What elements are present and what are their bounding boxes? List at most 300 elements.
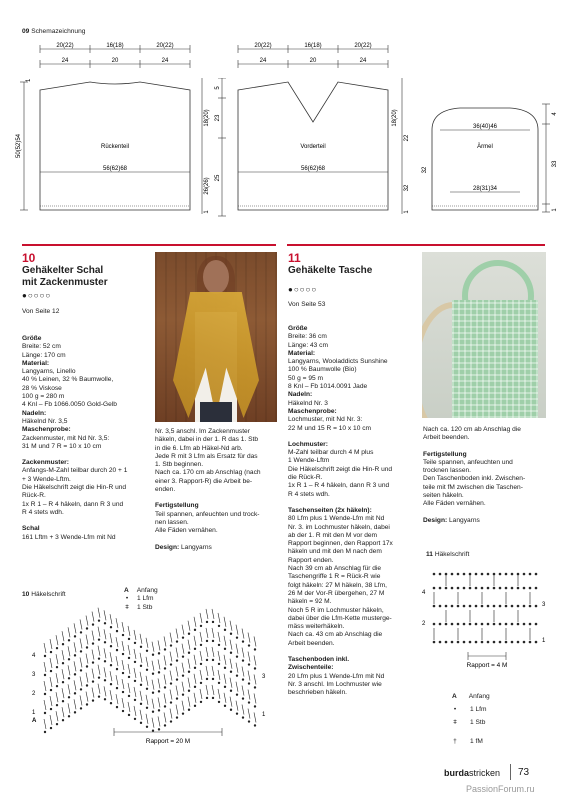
back-right-dim-2: 26(26) <box>204 177 210 195</box>
chain-mark <box>74 654 76 656</box>
body-line: Nr. 3 anschl. Im Lochmuster wie <box>288 680 382 688</box>
chain-mark <box>248 664 250 666</box>
stitch-mark <box>74 699 76 709</box>
chain-mark <box>463 641 465 643</box>
stitch-mark <box>146 638 148 648</box>
double-crochet-icon: ǂ <box>453 719 457 726</box>
chain-mark <box>92 643 94 645</box>
back-sub-dim-1: 24 <box>61 58 69 64</box>
stitch-mark <box>206 666 208 676</box>
chain-mark <box>451 573 453 575</box>
sleeve-top-width: 36(40)46 <box>472 124 498 130</box>
stitch-mark <box>56 711 58 721</box>
body-line: häkeln = 92 M. <box>288 598 332 606</box>
article10-rule <box>22 244 276 246</box>
chain-mark <box>475 641 477 643</box>
chain-mark <box>212 659 214 661</box>
chain-mark <box>535 573 537 575</box>
chain-mark <box>481 587 483 589</box>
chain-mark <box>86 704 88 706</box>
section-heading: Taschenseiten (2x häkeln): <box>288 506 372 514</box>
chain-mark <box>140 722 142 724</box>
chain-mark <box>176 698 178 700</box>
chain-mark <box>463 623 465 625</box>
body-line: 100 % Baumwolle (Bio) <box>288 366 357 374</box>
sleeve-label: Ärmel <box>477 144 493 150</box>
body-line: teile mit fM zwischen die Taschen- <box>423 483 523 491</box>
body-line: 161 Lftm + 3 Wende-Lfm mit Nd <box>22 533 116 541</box>
sleeve-bottom-width: 28(31)34 <box>472 186 498 192</box>
stitch-mark <box>86 654 88 664</box>
stitch-mark <box>110 690 112 700</box>
stitch-mark <box>62 688 64 698</box>
body-line: Taschengriffe 1 R = Rück-R wie <box>288 573 381 581</box>
stitch-mark <box>254 655 256 665</box>
chain-mark <box>248 721 250 723</box>
chain-mark <box>194 705 196 707</box>
body-line: 1. Stb beginnen. <box>155 461 204 469</box>
chain-mark <box>122 691 124 693</box>
chain-mark <box>116 687 118 689</box>
stitch-mark <box>50 696 52 706</box>
chain-mark <box>469 641 471 643</box>
stitch-mark <box>194 693 196 703</box>
stitch-mark <box>206 685 208 695</box>
chain-mark <box>212 621 214 623</box>
footer-brand <box>444 768 500 778</box>
body-line: mäss weiterhäkeln. <box>288 623 345 631</box>
chain-mark <box>469 623 471 625</box>
front-width: 56(62)68 <box>300 166 326 172</box>
stitch-mark <box>200 632 202 642</box>
chart11-title <box>426 551 469 559</box>
chain-mark <box>212 697 214 699</box>
design-value: Langyarns <box>179 543 212 551</box>
body-line: Lochmuster, mit Nd Nr. 3: <box>288 416 363 424</box>
stitch-mark <box>206 647 208 657</box>
stitch-mark <box>68 646 70 656</box>
chain-mark <box>254 649 256 651</box>
chain-mark <box>146 669 148 671</box>
footer-brand-bold: burda <box>444 768 470 778</box>
section-heading: Nadeln: <box>288 391 313 399</box>
stitch-mark <box>98 627 100 637</box>
chain-mark <box>493 623 495 625</box>
chain-mark <box>134 661 136 663</box>
stitch-mark <box>188 640 190 650</box>
chart11-title-num: 11 <box>426 551 433 558</box>
chain-mark <box>511 605 513 607</box>
chain-mark <box>92 681 94 683</box>
legend11-lfm: 1 Lfm <box>470 706 487 713</box>
section-heading: Größe <box>22 335 42 342</box>
chart11-rapport: Rapport = 4 M <box>466 662 508 669</box>
sleeve-left-dim: 32 <box>422 166 428 174</box>
chain-mark <box>146 650 148 652</box>
stitch-mark <box>230 678 232 688</box>
legend10-anfang: Anfang <box>136 587 158 594</box>
body-line: + 3 Wende-Lftm. <box>22 475 71 483</box>
stitch-mark <box>68 684 70 694</box>
chain-mark <box>529 641 531 643</box>
chain-mark <box>200 644 202 646</box>
back-width: 56(62)68 <box>102 166 128 172</box>
chain-mark <box>254 687 256 689</box>
stitch-mark <box>170 652 172 662</box>
spacer <box>288 499 420 507</box>
chain-mark <box>182 637 184 639</box>
chart10-title-num: 10 <box>22 591 30 598</box>
chain-mark <box>505 623 507 625</box>
article11-from: Von Seite 53 <box>288 301 326 308</box>
stitch-mark <box>92 688 94 698</box>
stitch-mark <box>116 694 118 704</box>
chain-mark <box>200 663 202 665</box>
back-mid-dim-2: 23 <box>215 114 221 122</box>
chain-mark <box>86 647 88 649</box>
stitch-mark <box>164 674 166 684</box>
sleeve-right-dim-1: 4 <box>552 112 558 116</box>
chain-mark <box>164 687 166 689</box>
chart10-title <box>22 591 66 599</box>
chain-mark <box>152 654 154 656</box>
chain-mark <box>224 648 226 650</box>
design-credit <box>155 544 277 552</box>
stitch-mark <box>188 697 190 707</box>
body-line: 40 % Leinen, 32 % Baumwolle, <box>22 376 114 384</box>
body-line: 80 Lfm plus 1 Wende-Lfm mit Nd <box>288 515 385 523</box>
page-number: 73 <box>518 767 530 778</box>
chain-mark <box>146 707 148 709</box>
chain-mark <box>104 698 106 700</box>
chain-mark <box>529 573 531 575</box>
stitch-mark <box>236 682 238 692</box>
chain-mark <box>176 660 178 662</box>
chain-mark <box>110 683 112 685</box>
chain-mark <box>463 605 465 607</box>
stitch-mark <box>152 699 154 709</box>
article11-rule <box>287 244 545 246</box>
body-line: 8 Knl – Fb 1014.0091 Jade <box>288 383 368 391</box>
stitch-mark <box>176 667 178 677</box>
chain-mark <box>230 671 232 673</box>
chain-mark <box>122 653 124 655</box>
stitch-mark <box>224 674 226 684</box>
stitch-mark <box>110 633 112 643</box>
body-line: Nach ca. 170 cm ab Anschlag (nach <box>155 469 261 477</box>
body-line: Häkelnd Nr. 3 <box>288 399 328 407</box>
chain-mark <box>116 706 118 708</box>
stitch-mark <box>236 663 238 673</box>
front-piece-diagram <box>220 38 420 218</box>
chain-mark <box>493 573 495 575</box>
stitch-mark <box>140 653 142 663</box>
stitch-mark <box>248 671 250 681</box>
chain-mark <box>110 626 112 628</box>
front-top-dim-2: 16(18) <box>304 43 322 49</box>
back-top-dim-2: 16(18) <box>106 43 124 49</box>
stitch-mark <box>176 629 178 639</box>
chain-mark <box>62 719 64 721</box>
stitch-mark <box>182 682 184 692</box>
stitch-mark <box>128 626 130 636</box>
chain-mark <box>457 623 459 625</box>
chain-mark <box>194 667 196 669</box>
stitch-mark <box>224 693 226 703</box>
chain-mark <box>50 689 52 691</box>
body-line: Alle Fäden vernähen. <box>423 500 486 508</box>
back-left-height: 50(52)54 <box>16 133 22 159</box>
stitch-mark <box>92 650 94 660</box>
stitch-mark <box>212 666 214 676</box>
chain-mark <box>463 587 465 589</box>
chain-mark <box>451 587 453 589</box>
chain-mark <box>182 656 184 658</box>
stitch-mark <box>158 640 160 650</box>
chain-mark <box>248 645 250 647</box>
body-line: häkeln und mit den M nach dem <box>288 548 382 556</box>
chain-mark <box>218 644 220 646</box>
chain-stitch-icon: • <box>453 706 457 713</box>
chain-mark <box>487 573 489 575</box>
stitch-mark <box>122 660 124 670</box>
chain-mark <box>445 641 447 643</box>
double-crochet-icon: ǂ <box>125 603 129 611</box>
design-credit <box>423 517 547 525</box>
article10-rating: ●○○○○ <box>22 291 52 300</box>
chain-mark <box>481 641 483 643</box>
body-line: Langyarns, Linello <box>22 368 76 376</box>
stitch-mark <box>122 641 124 651</box>
chain-mark <box>457 641 459 643</box>
body-line: Die Häkelschrift zeigt die Hin-R und <box>22 484 127 492</box>
stitch-mark <box>164 693 166 703</box>
body-line: 50 g = 95 m <box>288 374 324 382</box>
chain-mark <box>523 573 525 575</box>
chain-stitch-icon: • <box>125 595 129 603</box>
stitch-mark <box>86 635 88 645</box>
chain-mark <box>230 633 232 635</box>
stitch-mark <box>140 710 142 720</box>
chain-mark <box>236 694 238 696</box>
chain-mark <box>68 677 70 679</box>
chain-mark <box>511 587 513 589</box>
stitch-mark <box>80 676 82 686</box>
section-heading: Maschenprobe: <box>288 407 337 415</box>
chain-mark <box>242 660 244 662</box>
chain-mark <box>248 702 250 704</box>
section-heading: Maschenprobe: <box>22 426 71 434</box>
chain-mark <box>469 587 471 589</box>
spacer <box>288 433 420 441</box>
chain-mark <box>164 649 166 651</box>
chain-mark <box>176 679 178 681</box>
chain-mark <box>523 641 525 643</box>
front-right-dim-2: 22 <box>404 134 410 142</box>
chain-mark <box>50 708 52 710</box>
stitch-mark <box>158 678 160 688</box>
chain-mark <box>62 643 64 645</box>
chain-mark <box>511 641 513 643</box>
chain-mark <box>98 658 100 660</box>
stitch-mark <box>92 669 94 679</box>
stitch-mark <box>98 665 100 675</box>
body-line: Rapport beginnen, den Rapport 17x <box>288 540 393 548</box>
chain-mark <box>188 690 190 692</box>
chain-mark <box>206 621 208 623</box>
stitch-mark <box>134 668 136 678</box>
chain-mark <box>433 573 435 575</box>
stitch-mark <box>230 621 232 631</box>
chain-mark <box>451 623 453 625</box>
chain-mark <box>164 706 166 708</box>
chain-mark <box>200 682 202 684</box>
stitch-mark <box>176 686 178 696</box>
chain-mark <box>212 678 214 680</box>
chain-mark <box>535 605 537 607</box>
body-line: Nr. 3. im Lochmuster häkeln, dabei <box>288 523 390 531</box>
stitch-mark <box>212 685 214 695</box>
stitch-mark <box>242 667 244 677</box>
chain-mark <box>487 623 489 625</box>
chart10-row-1: 1 <box>32 710 36 716</box>
body-line: in die 6. Lfm ab Häkel-Nd arb. <box>155 444 243 452</box>
stitch-mark <box>74 642 76 652</box>
stitch-mark <box>104 610 106 620</box>
section-heading: Lochmuster: <box>288 440 328 448</box>
chain-mark <box>176 717 178 719</box>
stitch-mark <box>56 635 58 645</box>
stitch-mark <box>212 609 214 619</box>
chain-mark <box>230 652 232 654</box>
front-top-dim-1: 20(22) <box>254 43 272 49</box>
body-line: R 4 stets wdh. <box>288 490 330 498</box>
stitch-mark <box>212 628 214 638</box>
stitch-mark <box>182 663 184 673</box>
body-line: 1x R 1 – R 4 häkeln, dann R 3 und <box>22 500 124 508</box>
chain-mark <box>104 660 106 662</box>
chart10-row-2: 2 <box>32 691 36 697</box>
stitch-mark <box>74 623 76 633</box>
body-line: ab der 1. R mit den M vor dem <box>288 531 378 539</box>
body-line: Breite: 36 cm <box>288 333 327 341</box>
article10-header <box>22 251 152 316</box>
chain-mark <box>487 605 489 607</box>
body-line: Länge: 43 cm <box>288 341 328 349</box>
chain-mark <box>56 647 58 649</box>
chain-mark <box>242 698 244 700</box>
legend11-fm: 1 fM <box>470 738 483 745</box>
body-line: trocknen lassen. <box>423 467 472 475</box>
chain-mark <box>242 679 244 681</box>
chain-mark <box>475 587 477 589</box>
chain-mark <box>439 587 441 589</box>
chain-mark <box>445 623 447 625</box>
chain-mark <box>439 573 441 575</box>
stitch-mark <box>170 690 172 700</box>
chain-mark <box>98 620 100 622</box>
chain-mark <box>80 670 82 672</box>
chain-mark <box>236 675 238 677</box>
stitch-mark <box>236 625 238 635</box>
chain-mark <box>44 731 46 733</box>
stitch-mark <box>62 707 64 717</box>
sleeve-right-dim-2: 33 <box>552 160 558 168</box>
body-line: Nach ca. 43 cm ab Anschlag die <box>288 631 383 639</box>
spacer <box>22 451 152 459</box>
chain-mark <box>433 605 435 607</box>
spacer <box>423 509 547 517</box>
article11-col2 <box>423 426 547 525</box>
chain-mark <box>505 587 507 589</box>
chain-mark <box>50 727 52 729</box>
section-heading: Schal <box>22 525 40 533</box>
stitch-mark <box>224 655 226 665</box>
chart10-diagram <box>22 600 284 750</box>
article10-col1 <box>22 335 152 542</box>
section-heading: Zackenmuster: <box>22 459 69 467</box>
front-right-dim-3: 32 <box>404 184 410 192</box>
stitch-mark <box>188 678 190 688</box>
chain-mark <box>493 641 495 643</box>
stitch-mark <box>188 659 190 669</box>
article11-col1 <box>288 325 420 697</box>
scarf-photo <box>155 252 277 422</box>
chain-mark <box>499 573 501 575</box>
chain-mark <box>218 625 220 627</box>
chain-mark <box>182 694 184 696</box>
chain-mark <box>104 641 106 643</box>
article10-from: Von Seite 12 <box>22 308 60 315</box>
body-line: M-Zahl teilbar durch 4 M plus <box>288 449 374 457</box>
chain-mark <box>206 697 208 699</box>
stitch-mark <box>104 667 106 677</box>
body-line: Arbeit beenden. <box>288 639 335 647</box>
body-line: die Rück-R. <box>288 474 323 482</box>
stitch-mark <box>164 636 166 646</box>
chain-mark <box>170 702 172 704</box>
body-line: nen lassen. <box>155 518 189 526</box>
stitch-mark <box>50 677 52 687</box>
schema-title <box>22 28 85 36</box>
stitch-mark <box>92 631 94 641</box>
back-label: Rückenteil <box>100 144 130 150</box>
chain-mark <box>152 673 154 675</box>
body-line: 31 M und 7 R = 10 x 10 cm <box>22 442 102 450</box>
chain-mark <box>230 690 232 692</box>
chain-mark <box>439 605 441 607</box>
chain-mark <box>98 696 100 698</box>
footer-divider <box>510 764 511 780</box>
chain-mark <box>86 628 88 630</box>
stitch-mark <box>86 616 88 626</box>
body-line: Nr. 3,5 anschl. Im Zackenmuster <box>155 428 250 435</box>
chain-mark <box>68 639 70 641</box>
chain-mark <box>505 605 507 607</box>
stitch-mark <box>170 709 172 719</box>
chain-mark <box>499 587 501 589</box>
body-line: Anfangs-M-Zahl teilbar durch 20 + 1 <box>22 467 128 475</box>
chain-mark <box>511 573 513 575</box>
chain-mark <box>146 726 148 728</box>
legend11-a: A <box>452 693 457 700</box>
chain-mark <box>80 651 82 653</box>
spacer <box>155 536 277 544</box>
stitch-mark <box>104 648 106 658</box>
chain-mark <box>122 710 124 712</box>
chain-mark <box>152 711 154 713</box>
stitch-mark <box>242 705 244 715</box>
